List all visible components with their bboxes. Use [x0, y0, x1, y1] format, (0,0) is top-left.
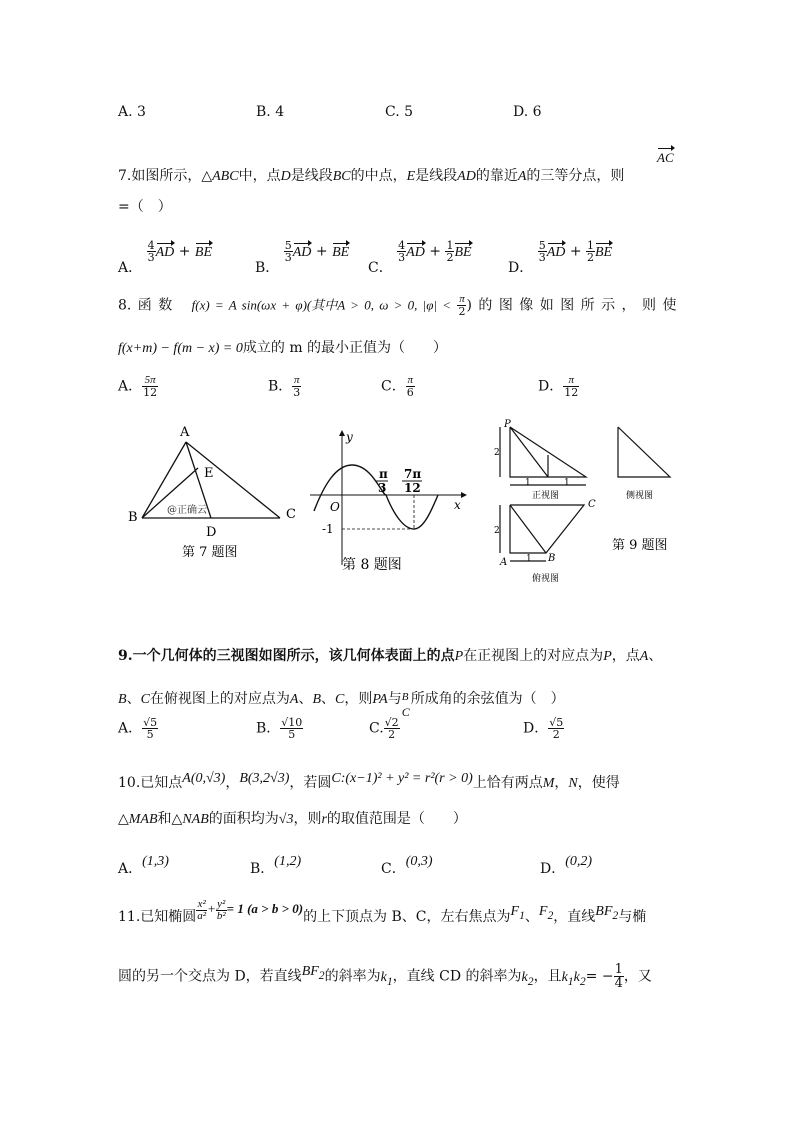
- q9-option-a: A． $\frac{√5}{5}$: [118, 716, 158, 741]
- tick-7pi12-num: 7π: [404, 467, 422, 481]
- figure-9: [492, 415, 692, 590]
- figure-9-caption: 第 9 题图: [612, 538, 668, 553]
- q9-option-b: B． $\frac{√10}{5}$: [256, 716, 303, 741]
- q8-option-d: D． $\frac{\pi}{12}$: [538, 374, 579, 399]
- label-b: B: [548, 553, 556, 564]
- label-a: A: [180, 425, 190, 440]
- q11-stem-line1: 11.已知椭圆 $\frac{\text{x²}}{\text{a²}}$ + $\frac{\text{y²}}{\text{b²}}$ = 1 (a > b > 0)的上下顶点为 B、C，左右焦点为$F_1$、$F_2$，直线$BF_2$与椭: [118, 897, 647, 925]
- label-c: C: [286, 507, 296, 522]
- figure-8-caption: 第 8 题图: [342, 557, 402, 573]
- q10-option-d: D．(0,2): [540, 854, 593, 877]
- front-width-label-2: 1: [564, 478, 570, 488]
- label-d: D: [206, 525, 217, 540]
- q11-stem-line2: 圆的另一个交点为 D，若直线$BF_2$的斜率为$k_1$，直线 CD 的斜率为$k_2$，且$k_1k_2=$ − $\frac{1}{4}$ ，又: [118, 962, 652, 991]
- side-view: [618, 427, 670, 477]
- q9-stem-line1: 9.一个几何体的三视图如图所示，该几何体表面上的点P在正视图上的对应点为P，点A、: [118, 648, 663, 664]
- q8-option-b: B． $\frac{\pi}{3}$: [268, 374, 301, 399]
- tick-pi3-num: π: [379, 467, 388, 481]
- q7-option-c: C． $\frac{4}{3}$ AD + $\frac{1}{2}$ BE: [368, 239, 472, 276]
- top-view-caption: 俯视图: [532, 574, 560, 584]
- watermark: @正确云: [167, 505, 207, 516]
- vector-ac: AC: [657, 150, 674, 165]
- front-height-label: 2: [494, 448, 500, 458]
- tick-neg1: -1: [322, 522, 334, 536]
- label-p: P: [504, 419, 511, 430]
- q10-stem-line2: △MAB和△NAB的面积均为√3，则r的取值范围是（ ）: [118, 811, 467, 827]
- figure-8: [306, 425, 476, 580]
- q10-stem-line1: 10.已知点A(0,√3)，B(3,2√3)，若圆C:(x−1)² + y² = r²(r > 0)上恰有两点M，N，使得: [118, 771, 620, 791]
- q6-option-d: D. 6: [513, 104, 542, 120]
- q6-option-a: A. 3: [118, 104, 146, 120]
- figure-7-caption: 第 7 题图: [182, 545, 238, 560]
- label-b: B: [128, 510, 138, 525]
- side-view-caption: 侧视图: [626, 491, 654, 501]
- top-width-label: 1: [526, 554, 532, 564]
- origin-label: O: [330, 500, 340, 514]
- front-view: [500, 427, 586, 485]
- top-view: [500, 505, 584, 561]
- front-width-label-1: 1: [525, 478, 531, 488]
- q7-option-d: D． $\frac{5}{3}$ AD + $\frac{1}{2}$ BE: [508, 239, 613, 276]
- front-view-caption: 正视图: [532, 491, 560, 501]
- q8-stem-line1: 8. 函 数 f(x) = A sin(ωx + φ)(其中A > 0, ω > 0, |φ| < $\frac{\pi}{2}$ ) 的 图 像 如 图 所 示 ， 则 使: [118, 293, 677, 318]
- label-c: C: [588, 499, 596, 510]
- q9-option-d: D． $\frac{√5}{2}$: [523, 716, 564, 741]
- q10-option-b: B．(1,2): [250, 854, 302, 877]
- q10-option-a: A．(1,3): [118, 854, 169, 877]
- q9-option-c: C. $\frac{√2}{2}$: [369, 716, 399, 741]
- tick-pi3-den: 3: [378, 481, 387, 495]
- tick-7pi12-den: 12: [404, 481, 421, 495]
- q8-stem-line2: f(x+m) − f(m − x) = 0成立的 m 的最小正值为（ ）: [118, 340, 448, 356]
- q7-option-b: B． $\frac{5}{3}$ AD + BE: [255, 239, 350, 276]
- q7-stem-line2: =（ ）: [118, 199, 172, 215]
- label-e: E: [204, 466, 214, 481]
- y-label: y: [346, 430, 353, 444]
- top-height-label: 2: [494, 526, 500, 536]
- q7-stem-line1: 7.如图所示，△ABC中，点D是线段BC的中点，E是线段AD的靠近A的三等分点，则: [118, 168, 625, 184]
- q7-option-a: A． $\frac{4}{3}$ AD + BE: [118, 239, 212, 276]
- label-a: A: [500, 557, 508, 568]
- q8-option-c: C． $\frac{\pi}{6}$: [381, 374, 414, 399]
- q8-option-a: A． $\frac{5\pi}{12}$: [118, 374, 158, 399]
- q10-option-c: C．(0,3): [381, 854, 433, 877]
- x-label: x: [454, 498, 461, 512]
- q6-option-b: B. 4: [256, 104, 285, 120]
- q9-stem-line2: B、C在俯视图上的对应点为A、B、C，则PA与 B C 所成角的余弦值为（ ）: [118, 691, 565, 719]
- q6-option-c: C. 5: [385, 104, 414, 120]
- figure-7: [120, 420, 305, 565]
